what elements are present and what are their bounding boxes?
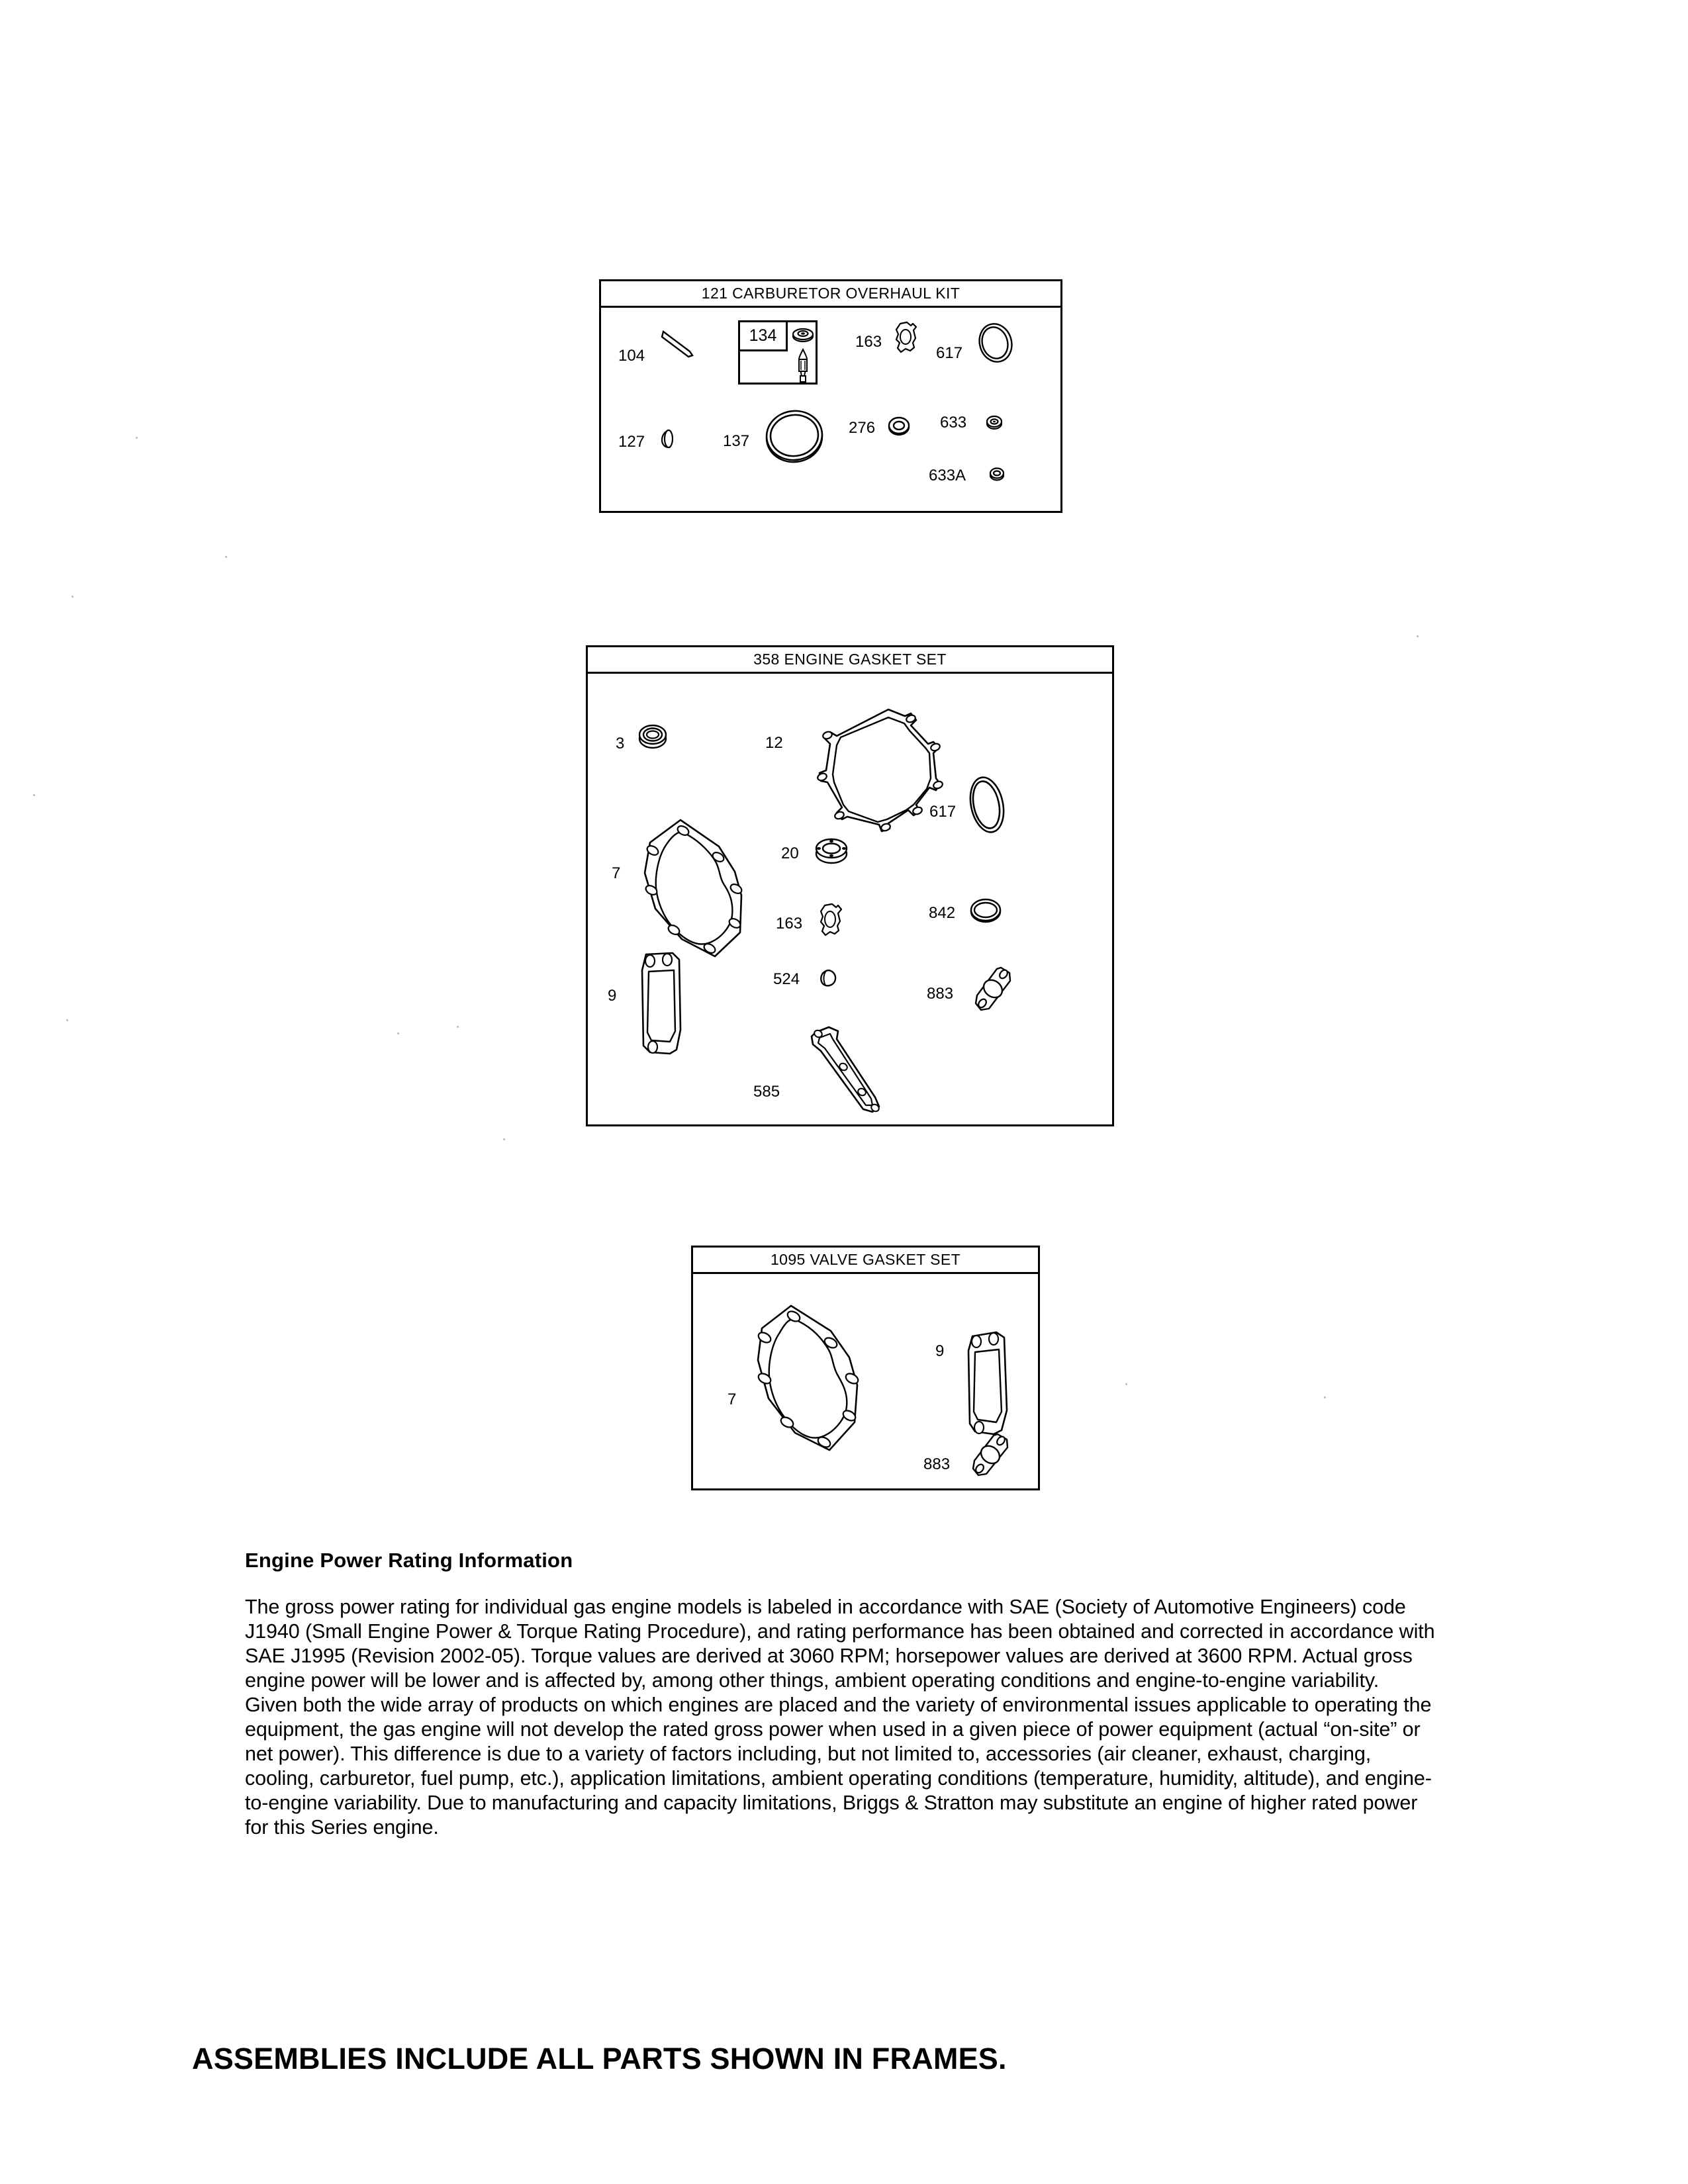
part-label-104: 104 xyxy=(618,347,645,365)
part-label-842: 842 xyxy=(929,904,956,922)
scan-speck xyxy=(225,556,227,558)
part-label-7-valve: 7 xyxy=(727,1390,737,1408)
part-art-o-ring-small xyxy=(968,896,1003,925)
part-art-intake-gasket-valve xyxy=(970,1432,1013,1480)
frame-engine-gasket-set xyxy=(586,645,1114,1126)
part-art-seal-small-a xyxy=(988,465,1006,482)
part-label-134: 134 xyxy=(740,322,788,351)
part-label-7: 7 xyxy=(612,864,621,882)
part-art-cylinder-head-gasket-valve xyxy=(749,1302,874,1457)
scan-speck xyxy=(33,794,35,796)
part-label-585: 585 xyxy=(753,1083,780,1101)
part-art-carburetor-gasket xyxy=(816,902,845,938)
part-label-883-valve: 883 xyxy=(923,1455,951,1473)
part-label-163-engine: 163 xyxy=(776,915,803,933)
scan-speck xyxy=(1125,1383,1127,1385)
part-art-bearing-gasket xyxy=(813,835,850,867)
frame-carburetor-overhaul-kit xyxy=(599,279,1062,513)
scan-speck xyxy=(397,1032,399,1034)
part-art-valve-cover-gasket xyxy=(633,950,692,1056)
part-label-276: 276 xyxy=(849,419,876,437)
section-paragraph: The gross power rating for individual gas engine models is labeled in accordance with SAE (Society of Automotive Engineers) code J1940 (Small Engine Power & Torque Rating Procedure), and rating performance has been obtained and corrected in accordance with SAE J1995 (Revision 2002-05). Torque values are derived at 3060 RPM; horsepower values are derived at 3600 RPM. Actual gross engine power will be lower and is affected by, among other things, ambient operating conditions and engine-to-engine variability. Given both the wide array of products on which engines are placed and the variety of environmental issues applicable to operating the equipment, the gas engine will not develop the rated gross power when used in a given piece of power equipment (actual “on-site” or net power). This difference is due to a variety of factors including, but not limited to, accessories (air cleaner, exhaust, charging, cooling, carburetor, fuel pump, etc.), application limitations, ambient operating conditions (temperature, humidity, altitude), and engine-to-engine variability. Due to manufacturing and capacity limitations, Briggs & Stratton may substitute an engine of higher rated power for this Series engine. xyxy=(245,1596,1435,1839)
frame-title-carburetor-overhaul-kit: 121 CARBURETOR OVERHAUL KIT xyxy=(601,281,1060,308)
frame-body-engine-gasket-set xyxy=(588,674,1112,1124)
part-art-seal-ring xyxy=(887,416,911,437)
part-art-seal-small xyxy=(985,414,1004,431)
part-label-137: 137 xyxy=(723,432,750,450)
part-label-633A: 633A xyxy=(929,467,966,484)
part-label-883: 883 xyxy=(927,985,954,1003)
part-art-seal-plug xyxy=(818,968,839,988)
part-art-throttle-gasket xyxy=(891,321,920,355)
part-label-617-engine: 617 xyxy=(929,803,957,821)
part-art-washer-small xyxy=(659,428,676,449)
part-134-subframe xyxy=(738,320,818,385)
part-label-20: 20 xyxy=(781,844,799,862)
part-label-163: 163 xyxy=(855,333,882,351)
part-art-pin xyxy=(659,328,699,361)
section-heading: Engine Power Rating Information xyxy=(245,1549,573,1572)
part-label-9: 9 xyxy=(608,987,617,1005)
part-art-breather-gasket xyxy=(806,1024,886,1114)
part-label-633: 633 xyxy=(940,414,967,432)
engine-power-rating-section xyxy=(245,1549,1436,1840)
part-art-float-bowl-gasket xyxy=(763,407,827,465)
part-art-valve-seat xyxy=(792,326,814,345)
frame-title-engine-gasket-set: 358 ENGINE GASKET SET xyxy=(588,647,1112,674)
part-label-12: 12 xyxy=(765,734,783,752)
part-art-intake-gasket xyxy=(972,965,1015,1015)
part-label-617: 617 xyxy=(936,344,963,362)
frame-body-carburetor-overhaul-kit xyxy=(601,308,1060,511)
scan-speck xyxy=(457,1026,459,1028)
part-art-o-ring xyxy=(965,773,1009,837)
scan-speck xyxy=(71,596,73,598)
part-label-524: 524 xyxy=(773,970,800,988)
part-label-3: 3 xyxy=(616,735,625,752)
frame-body-valve-gasket-set xyxy=(693,1274,1038,1488)
part-art-cylinder-head-gasket xyxy=(635,816,761,962)
part-label-9-valve: 9 xyxy=(935,1342,945,1360)
part-art-valve-cover-gasket-valve xyxy=(961,1330,1016,1437)
part-label-127: 127 xyxy=(618,433,645,451)
frame-title-valve-gasket-set: 1095 VALVE GASKET SET xyxy=(693,1248,1038,1274)
scan-speck xyxy=(503,1138,505,1140)
part-art-oil-seal xyxy=(635,720,670,752)
scan-speck xyxy=(1324,1396,1326,1398)
scan-speck xyxy=(1417,635,1419,637)
scan-speck xyxy=(66,1019,68,1021)
frame-valve-gasket-set xyxy=(691,1246,1040,1490)
assemblies-footer-note: ASSEMBLIES INCLUDE ALL PARTS SHOWN IN FRAMES. xyxy=(192,2042,1007,2075)
part-art-o-ring-large xyxy=(976,322,1015,363)
part-art-needle-valve xyxy=(794,349,812,383)
scan-speck xyxy=(136,437,138,439)
